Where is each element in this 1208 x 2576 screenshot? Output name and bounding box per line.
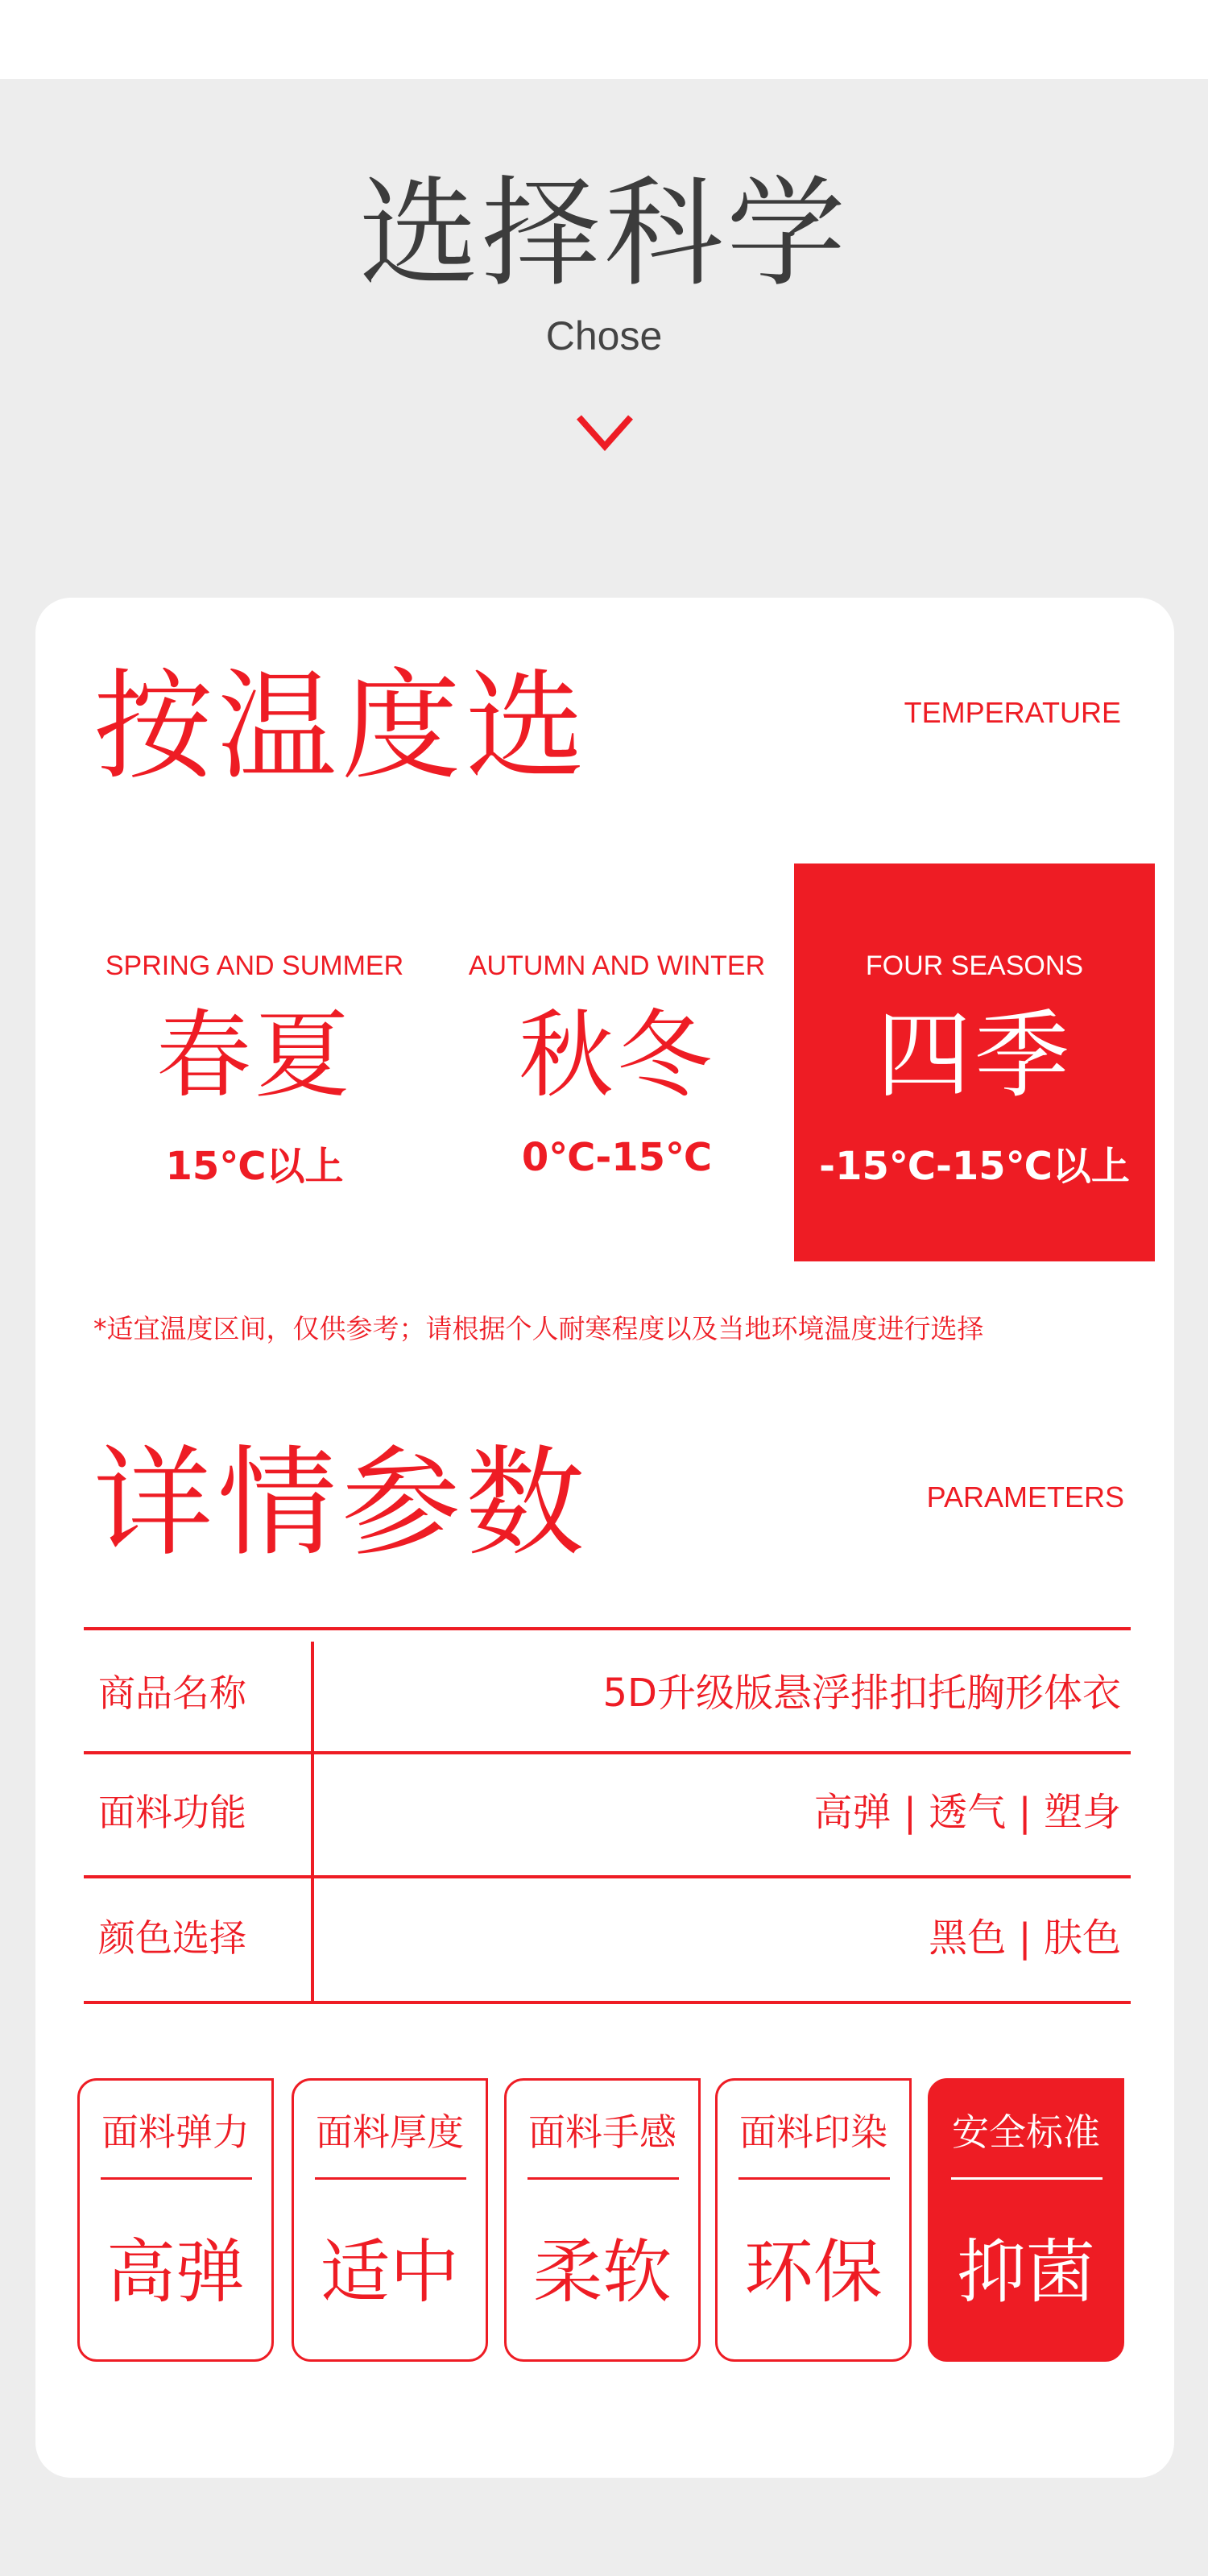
- season-en-label: FOUR SEASONS: [865, 950, 1084, 981]
- temperature-title-en: TEMPERATURE: [904, 696, 1121, 729]
- param-label-function: 面料功能: [98, 1791, 246, 1834]
- season-spring-summer[interactable]: [93, 950, 416, 1191]
- season-en-label: SPRING AND SUMMER: [105, 950, 404, 981]
- season-cn-label: 四季: [875, 1000, 1073, 1111]
- season-range: -15℃-15℃以上: [819, 1144, 1130, 1189]
- parameters-title: 详情参数: [93, 1434, 590, 1572]
- feature-divider: [738, 2177, 890, 2180]
- page-subtitle: Chose: [545, 313, 663, 358]
- season-autumn-winter[interactable]: [456, 950, 778, 1180]
- season-cn-label: 秋冬: [518, 1000, 715, 1111]
- parameters-title-en: PARAMETERS: [926, 1481, 1124, 1514]
- top-white-strip: [0, 0, 1208, 79]
- header: [0, 164, 1208, 359]
- temperature-title: 按温度选: [93, 657, 590, 796]
- season-cn-label: 春夏: [155, 1000, 353, 1111]
- chevron-down-icon: [574, 411, 635, 454]
- feature-label: 安全标准: [952, 2110, 1100, 2154]
- table-divider: [84, 2001, 1131, 2004]
- table-divider: [84, 1875, 1131, 1878]
- feature-divider: [527, 2177, 679, 2180]
- feature-value: 适中: [321, 2232, 459, 2313]
- page-title: 选择科学: [359, 164, 849, 303]
- temperature-note: *适宜温度区间，仅供参考；请根据个人耐寒程度以及当地环境温度进行选择: [93, 1313, 984, 1344]
- parameters-table: [84, 1627, 1131, 2004]
- feature-value: 抑菌: [957, 2232, 1095, 2313]
- table-divider: [84, 1627, 1131, 1630]
- feature-label: 面料手感: [528, 2110, 676, 2154]
- feature-label: 面料印染: [739, 2110, 887, 2154]
- season-en-label: AUTUMN AND WINTER: [468, 950, 766, 981]
- feature-dyeing: [715, 2078, 912, 2362]
- feature-label: 面料弹力: [101, 2110, 250, 2154]
- season-four-seasons[interactable]: [794, 863, 1155, 1261]
- season-range: 15℃以上: [165, 1144, 344, 1189]
- feature-label: 面料厚度: [316, 2110, 464, 2154]
- feature-hand-feel: [504, 2078, 701, 2362]
- param-value-color: 黑色 | 肤色: [929, 1915, 1121, 1961]
- param-value-function: 高弹 | 透气 | 塑身: [813, 1790, 1121, 1835]
- feature-elasticity: [77, 2078, 274, 2362]
- feature-thickness: [292, 2078, 488, 2362]
- param-label-name: 商品名称: [98, 1671, 246, 1715]
- table-column-divider: [311, 1642, 314, 2004]
- feature-divider: [101, 2177, 252, 2180]
- season-range: 0℃-15℃: [521, 1135, 713, 1180]
- feature-value: 环保: [744, 2232, 883, 2313]
- feature-value: 柔软: [533, 2232, 672, 2313]
- feature-safety-standard: [928, 2078, 1124, 2362]
- feature-divider: [315, 2177, 466, 2180]
- table-divider: [84, 1751, 1131, 1754]
- feature-value: 高弹: [106, 2232, 245, 2313]
- param-value-name: 5D升级版悬浮排扣托胸形体衣: [602, 1671, 1121, 1716]
- param-label-color: 颜色选择: [98, 1916, 246, 1960]
- feature-divider: [951, 2177, 1103, 2180]
